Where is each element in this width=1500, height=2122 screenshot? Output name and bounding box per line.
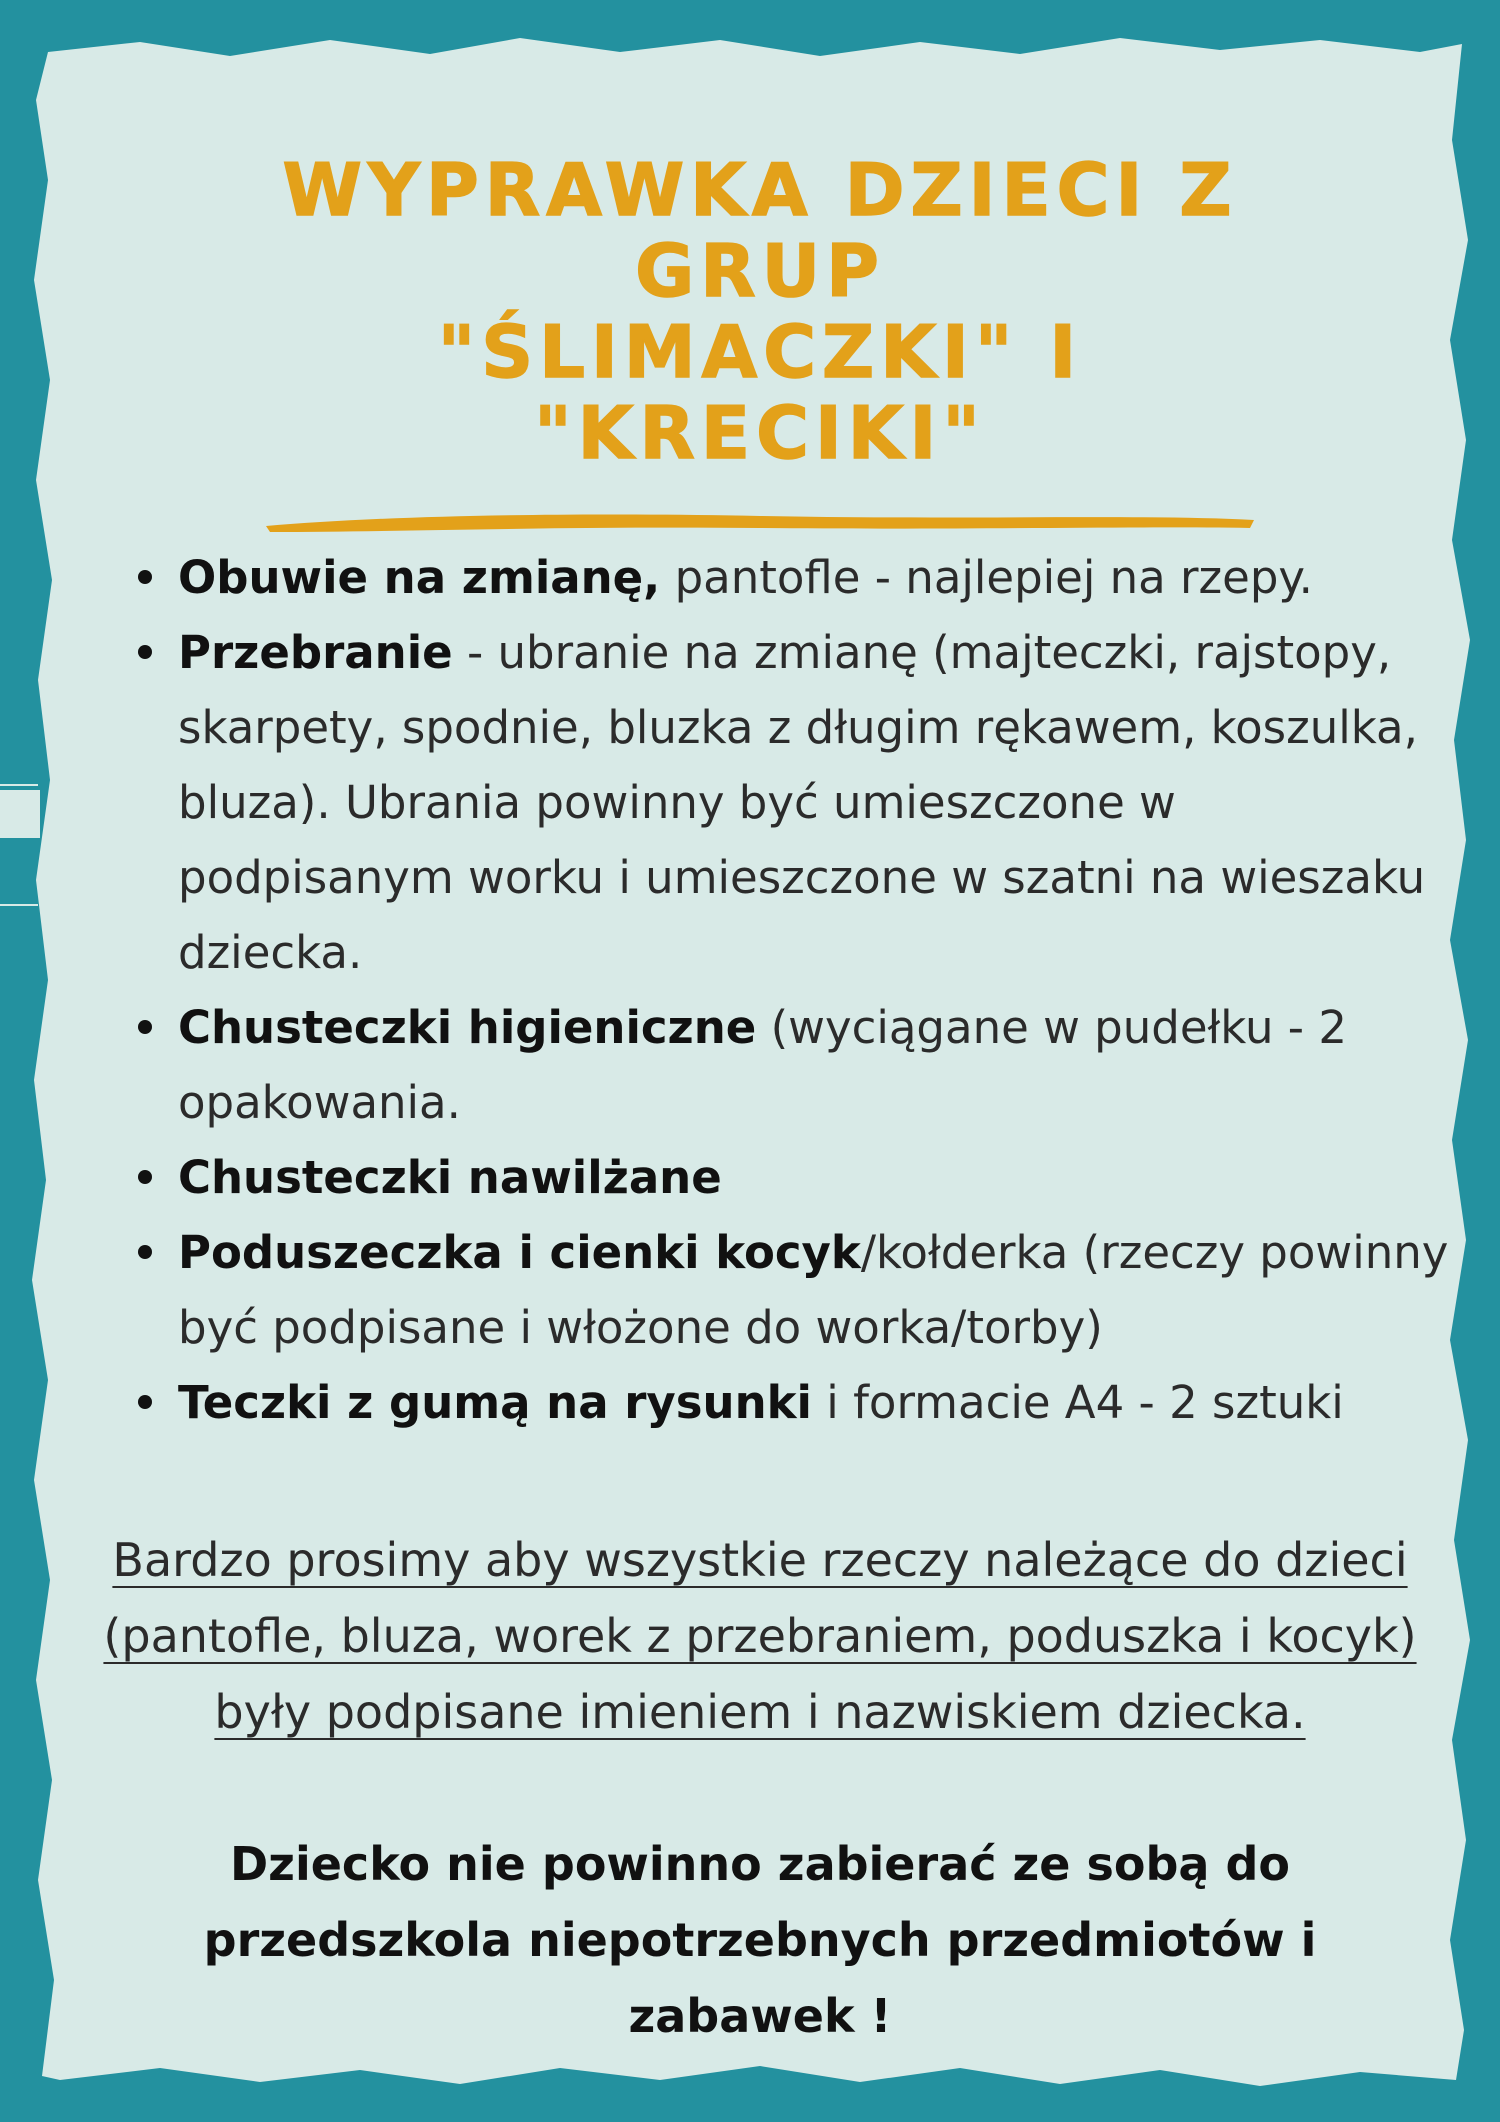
list-item: [130, 1365, 1450, 1440]
item-description: (wyciągane w pudełku - 2 opakowania.: [178, 1001, 1347, 1129]
item-description: - ubranie na zmianę (majteczki, rajstopy, skarpety, spodnie, bluzka z długim rękawem, koszulka, bluza). Ubrania powinny być umieszczone w podpisanym worku i umieszczone w szatni na wieszaku dziecka.: [178, 626, 1426, 979]
item-description: i formacie A4 - 2 sztuki: [811, 1376, 1344, 1429]
list-item: [130, 1140, 1450, 1215]
toys-warning: [120, 1826, 1400, 2054]
list-item: [130, 540, 1450, 615]
item-bold-label: Chusteczki nawilżane: [178, 1151, 722, 1204]
warning-line: przedszkola niepotrzebnych przedmiotów i: [203, 1913, 1317, 1967]
list-item: [130, 615, 1450, 990]
title-line-2: GRUP: [635, 229, 885, 313]
title-line-3: "ŚLIMACZKI" I: [437, 310, 1083, 394]
title-line-4: "KRECIKI": [534, 391, 986, 475]
item-bold-label: Poduszeczka i cienki kocyk: [178, 1226, 861, 1279]
warning-line: zabawek !: [628, 1989, 892, 2043]
labeling-request-note: [80, 1522, 1440, 1750]
supplies-list: [130, 540, 1450, 1440]
item-description: /kołderka (rzeczy powinny być podpisane i włożone do worka/torby): [178, 1226, 1449, 1354]
list-item: [130, 990, 1450, 1140]
bullet-icon: [138, 645, 152, 659]
bullet-icon: [138, 1395, 152, 1409]
list-item: [130, 1215, 1450, 1365]
item-bold-label: Chusteczki higieniczne: [178, 1001, 757, 1054]
warning-line: Dziecko nie powinno zabierać ze sobą do: [230, 1837, 1290, 1891]
title-brush-underline: [260, 508, 1260, 538]
bullet-icon: [138, 1245, 152, 1259]
note-line: (pantofle, bluza, worek z przebraniem, poduszka i kocyk): [103, 1609, 1417, 1663]
bullet-icon: [138, 1020, 152, 1034]
note-line: Bardzo prosimy aby wszystkie rzeczy należące do dzieci: [112, 1533, 1408, 1587]
note-line: były podpisane imieniem i nazwiskiem dziecka.: [214, 1685, 1306, 1739]
item-bold-label: Teczki z gumą na rysunki: [178, 1376, 812, 1429]
item-bold-label: Przebranie: [178, 626, 453, 679]
flyer-title: [230, 150, 1290, 474]
bullet-icon: [138, 1170, 152, 1184]
title-line-1: WYPRAWKA DZIECI Z: [282, 148, 1238, 232]
item-bold-label: Obuwie na zmianę,: [178, 551, 661, 604]
item-description: pantofle - najlepiej na rzepy.: [660, 551, 1313, 604]
bullet-icon: [138, 570, 152, 584]
